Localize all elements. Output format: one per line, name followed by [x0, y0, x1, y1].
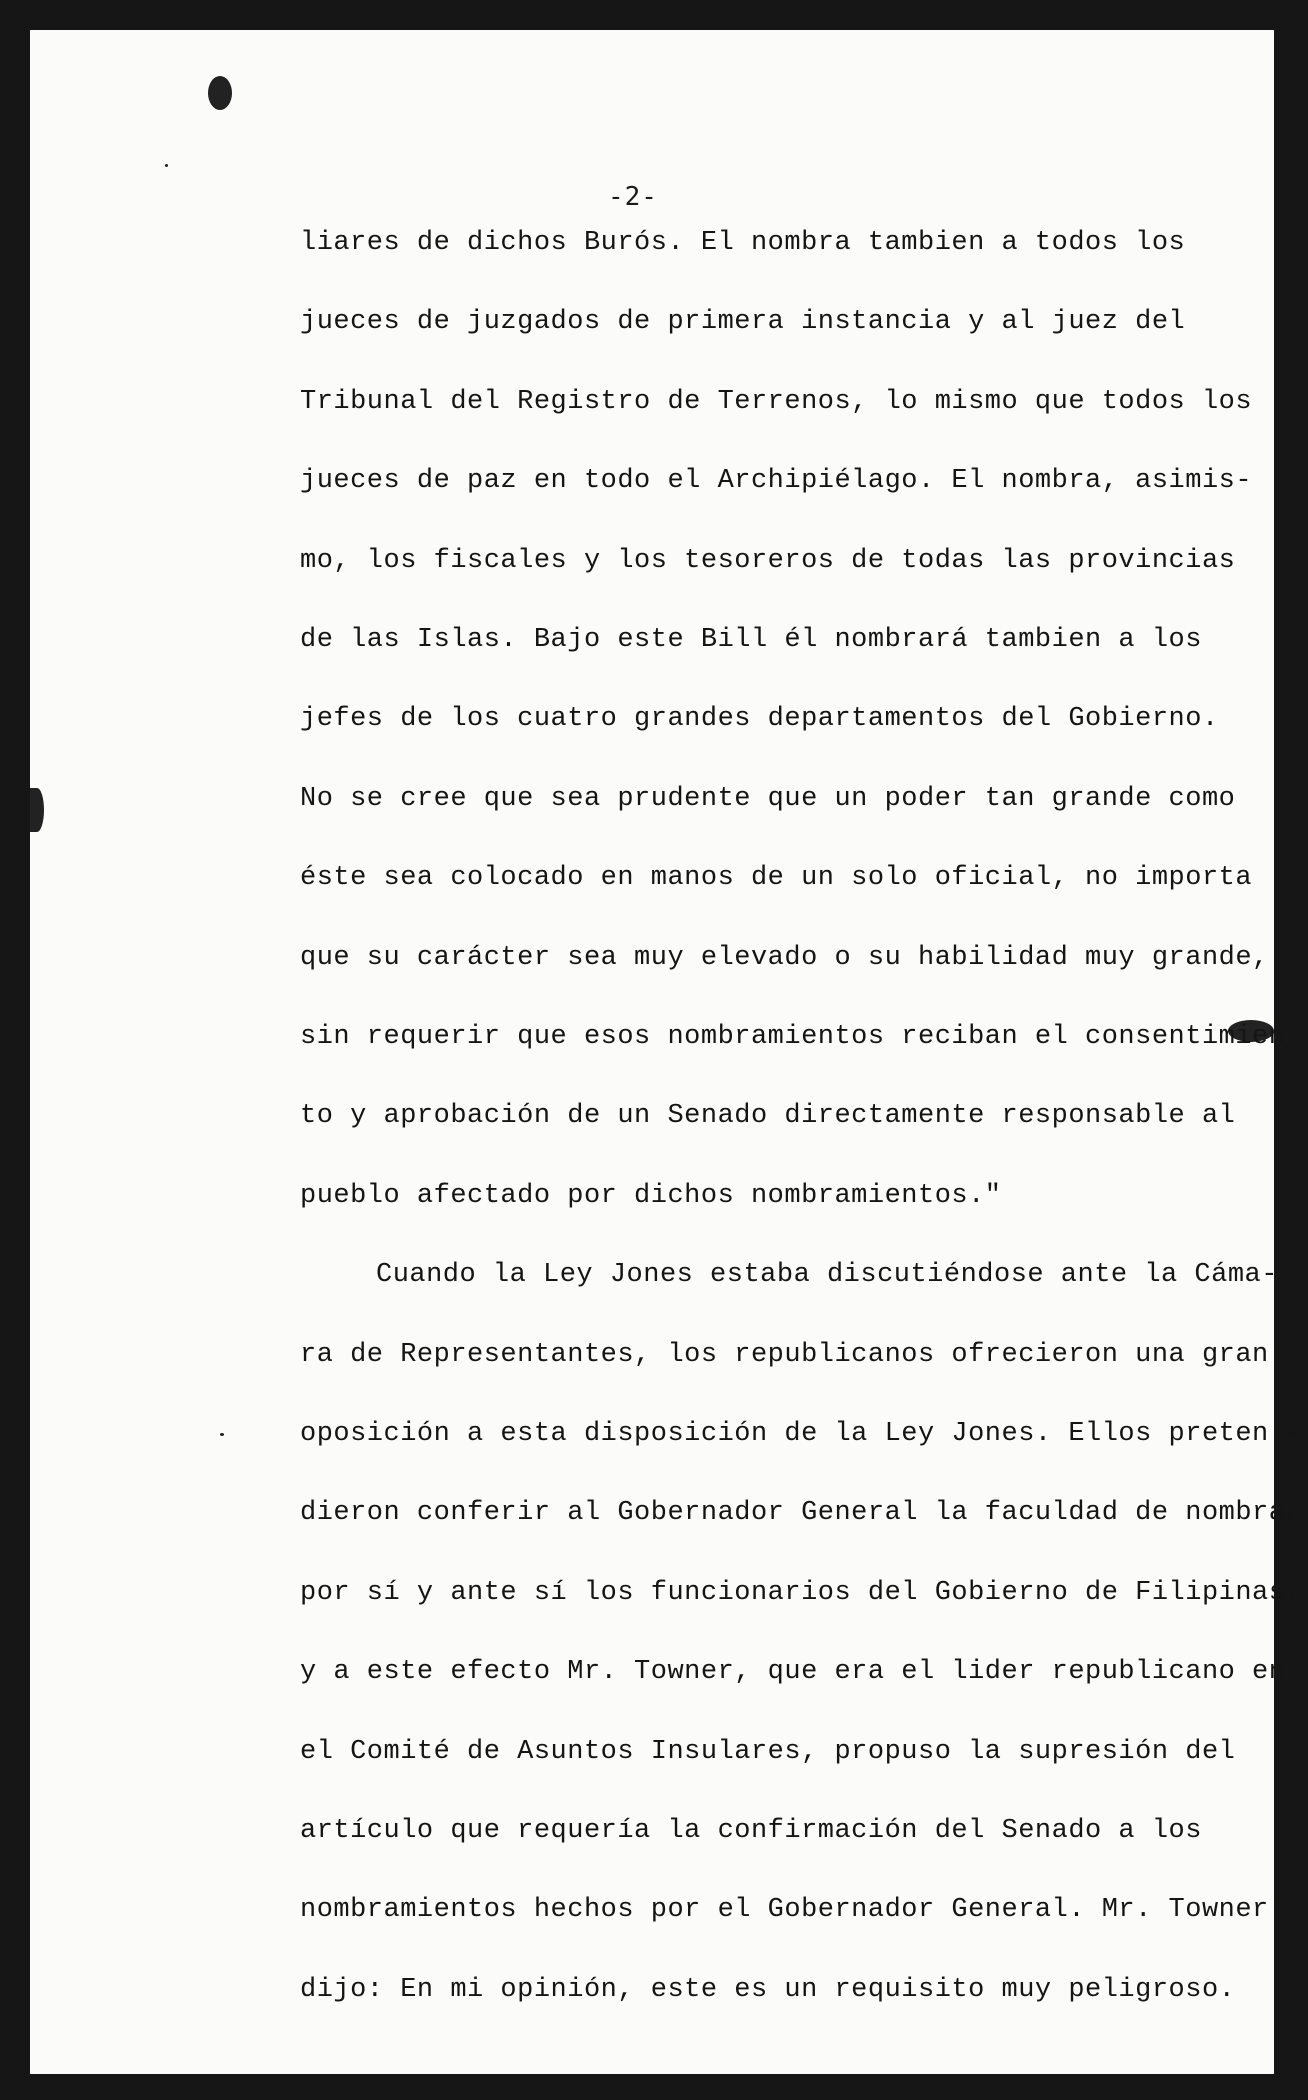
- text-line: jueces de juzgados de primera instancia y al juez del: [300, 307, 1186, 337]
- page-number: -2-: [608, 182, 658, 212]
- text-line: dijo: En mi opinión, este es un requisito muy peligroso.: [300, 1975, 1236, 2005]
- text-line: que su carácter sea muy elevado o su habilidad muy grande,: [300, 943, 1269, 973]
- text-line: dieron conferir al Gobernador General la faculdad de nombrar: [300, 1498, 1303, 1528]
- text-line: el Comité de Asuntos Insulares, propuso la supresión del: [300, 1737, 1236, 1767]
- text-line: sin requerir que esos nombramientos reciban el consentimien-: [300, 1022, 1303, 1052]
- text-line: No se cree que sea prudente que un poder tan grande como: [300, 784, 1236, 814]
- text-line: artículo que requería la confirmación del Senado a los: [300, 1816, 1202, 1846]
- text-line: Tribunal del Registro de Terrenos, lo mismo que todos los: [300, 387, 1253, 417]
- text-line: por sí y ante sí los funcionarios del Gobierno de Filipinas,: [300, 1578, 1303, 1608]
- text-line: nombramientos hechos por el Gobernador General. Mr. Towner: [300, 1895, 1269, 1925]
- text-line: liares de dichos Burós. El nombra tambien a todos los: [300, 228, 1186, 258]
- text-line: to y aprobación de un Senado directamente responsable al: [300, 1101, 1236, 1131]
- document-page: [30, 30, 1303, 2074]
- text-line: jefes de los cuatro grandes departamentos del Gobierno.: [300, 704, 1219, 734]
- text-line: pueblo afectado por dichos nombramientos.": [300, 1181, 1002, 1211]
- text-line: ra de Representantes, los republicanos ofrecieron una gran: [300, 1340, 1269, 1370]
- ink-speck: [165, 164, 168, 167]
- ink-speck: [220, 1433, 224, 1436]
- text-line: éste sea colocado en manos de un solo oficial, no importa: [300, 863, 1253, 893]
- text-line: y a este efecto Mr. Towner, que era el lider republicano en: [300, 1657, 1286, 1687]
- ink-blot: [30, 788, 44, 832]
- text-line: de las Islas. Bajo este Bill él nombrará tambien a los: [300, 625, 1202, 655]
- ink-blot: [208, 76, 232, 110]
- text-line: oposición a esta disposición de la Ley Jones. Ellos preten -: [300, 1419, 1303, 1449]
- text-line: jueces de paz en todo el Archipiélago. El nombra, asimis-: [300, 466, 1253, 496]
- paragraph-first-line: Cuando la Ley Jones estaba discutiéndose ante la Cáma-: [376, 1260, 1278, 1290]
- text-line: mo, los fiscales y los tesoreros de todas las provincias: [300, 546, 1236, 576]
